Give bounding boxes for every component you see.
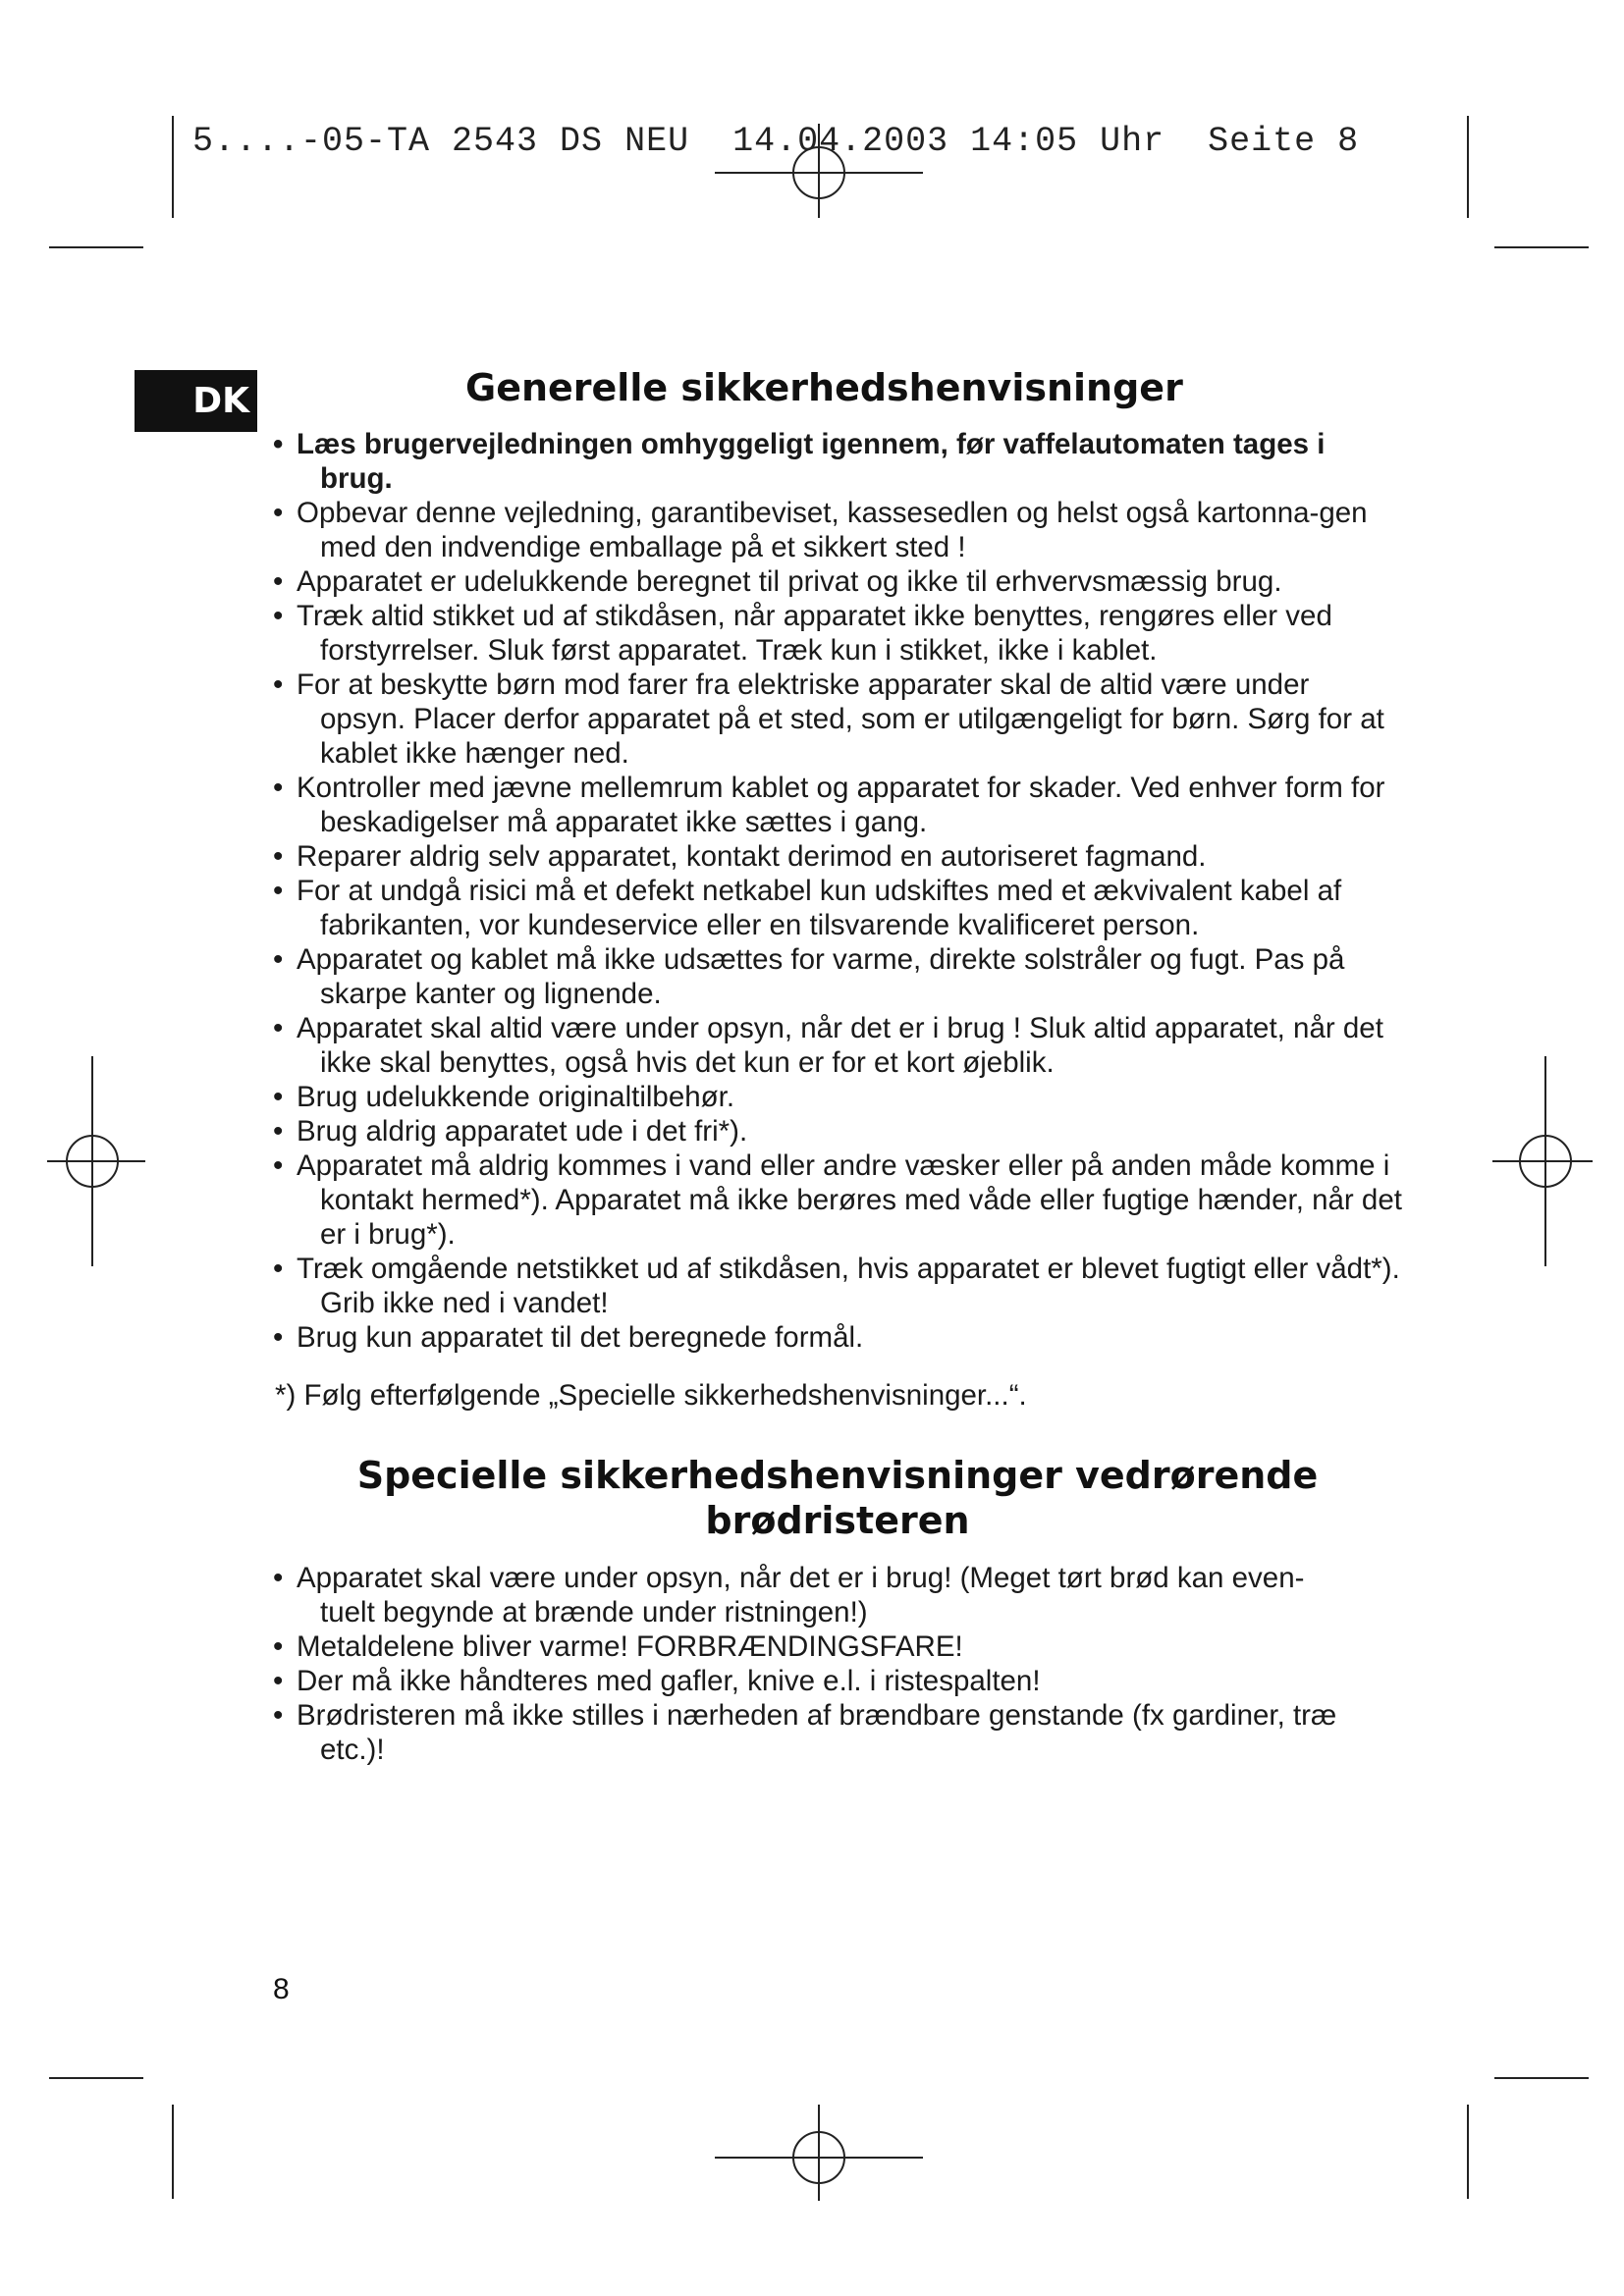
registration-mark-bottom: [715, 2105, 923, 2201]
section-title-general-safety: Generelle sikkerhedshenvisninger: [465, 366, 1183, 409]
print-slug-header: 5....-05-TA 2543 DS NEU 14.04.2003 14:05 Uhr Seite 8: [192, 122, 1360, 161]
list-item: • Opbevar denne vejledning, garantibeviset, kassesedlen og helst også kartonna-gen med den indvendige emballage på et sikkert sted !: [273, 496, 1402, 564]
list-item: • Brødristeren må ikke stilles i nærheden af brændbare genstande (fx gardiner, træ etc.)!: [273, 1698, 1353, 1767]
list-item: • For at undgå risici må et defekt netkabel kun udskiftes med et ækvivalent kabel af fabrikanten, vor kundeservice eller en tilsvarende kvalificeret person.: [273, 874, 1402, 942]
language-tab-label: DK: [192, 381, 249, 421]
registration-mark-right: [1492, 1056, 1593, 1266]
list-item: • Læs brugervejledningen omhyggeligt igennem, før vaffelautomaten tages i brug.: [273, 427, 1402, 496]
registration-mark-left: [47, 1056, 145, 1266]
section-title-line-2: brødristeren: [705, 1499, 970, 1542]
list-item: • For at beskytte børn mod farer fra elektriske apparater skal de altid være under opsyn. Placer derfor apparatet på et sted, som er utilgængeligt for børn. Sørg for at kablet ikke hænger ned.: [273, 667, 1402, 771]
list-item: • Apparatet og kablet må ikke udsættes for varme, direkte solstråler og fugt. Pas på skarpe kanter og lignende.: [273, 942, 1402, 1011]
toaster-safety-list: [273, 1561, 1353, 1767]
page-number: 8: [273, 1973, 290, 2005]
list-item: • Apparatet skal være under opsyn, når det er i brug! (Meget tørt brød kan even-tuelt begynde at brænde under ristningen!): [273, 1561, 1353, 1629]
list-item: • Træk altid stikket ud af stikdåsen, når apparatet ikke benyttes, rengøres eller ved forstyrrelser. Sluk først apparatet. Træk kun i stikket, ikke i kablet.: [273, 599, 1402, 667]
section-title-special-safety: [273, 1453, 1402, 1543]
list-item: • Træk omgående netstikket ud af stikdåsen, hvis apparatet er blevet fugtigt eller vådt*). Grib ikke ned i vandet!: [273, 1252, 1402, 1320]
language-tab: [135, 370, 257, 432]
footnote: *) Følg efterfølgende „Specielle sikkerhedshenvisninger...“.: [275, 1379, 1027, 1412]
list-item: • Brug aldrig apparatet ude i det fri*).: [273, 1114, 1402, 1148]
list-item: • Apparatet er udelukkende beregnet til privat og ikke til erhvervsmæssig brug.: [273, 564, 1402, 599]
list-item: • Reparer aldrig selv apparatet, kontakt derimod en autoriseret fagmand.: [273, 839, 1402, 874]
list-item: • Der må ikke håndteres med gafler, knive e.l. i ristespalten!: [273, 1664, 1353, 1698]
section-title-line-1: Specielle sikkerhedshenvisninger vedrørende: [356, 1454, 1319, 1497]
list-item: • Brug udelukkende originaltilbehør.: [273, 1080, 1402, 1114]
list-item: • Apparatet skal altid være under opsyn, når det er i brug ! Sluk altid apparatet, når det ikke skal benyttes, også hvis det kun er for et kort øjeblik.: [273, 1011, 1402, 1080]
list-item: • Brug kun apparatet til det beregnede formål.: [273, 1320, 1402, 1355]
list-item: • Metaldelene bliver varme! FORBRÆNDINGSFARE!: [273, 1629, 1353, 1664]
list-item: • Apparatet må aldrig kommes i vand eller andre væsker eller på anden måde komme i kontakt hermed*). Apparatet må ikke berøres med våde eller fugtige hænder, når det er i brug*).: [273, 1148, 1402, 1252]
general-safety-list: [273, 427, 1402, 1355]
list-item: • Kontroller med jævne mellemrum kablet og apparatet for skader. Ved enhver form for beskadigelser må apparatet ikke sættes i gang.: [273, 771, 1402, 839]
